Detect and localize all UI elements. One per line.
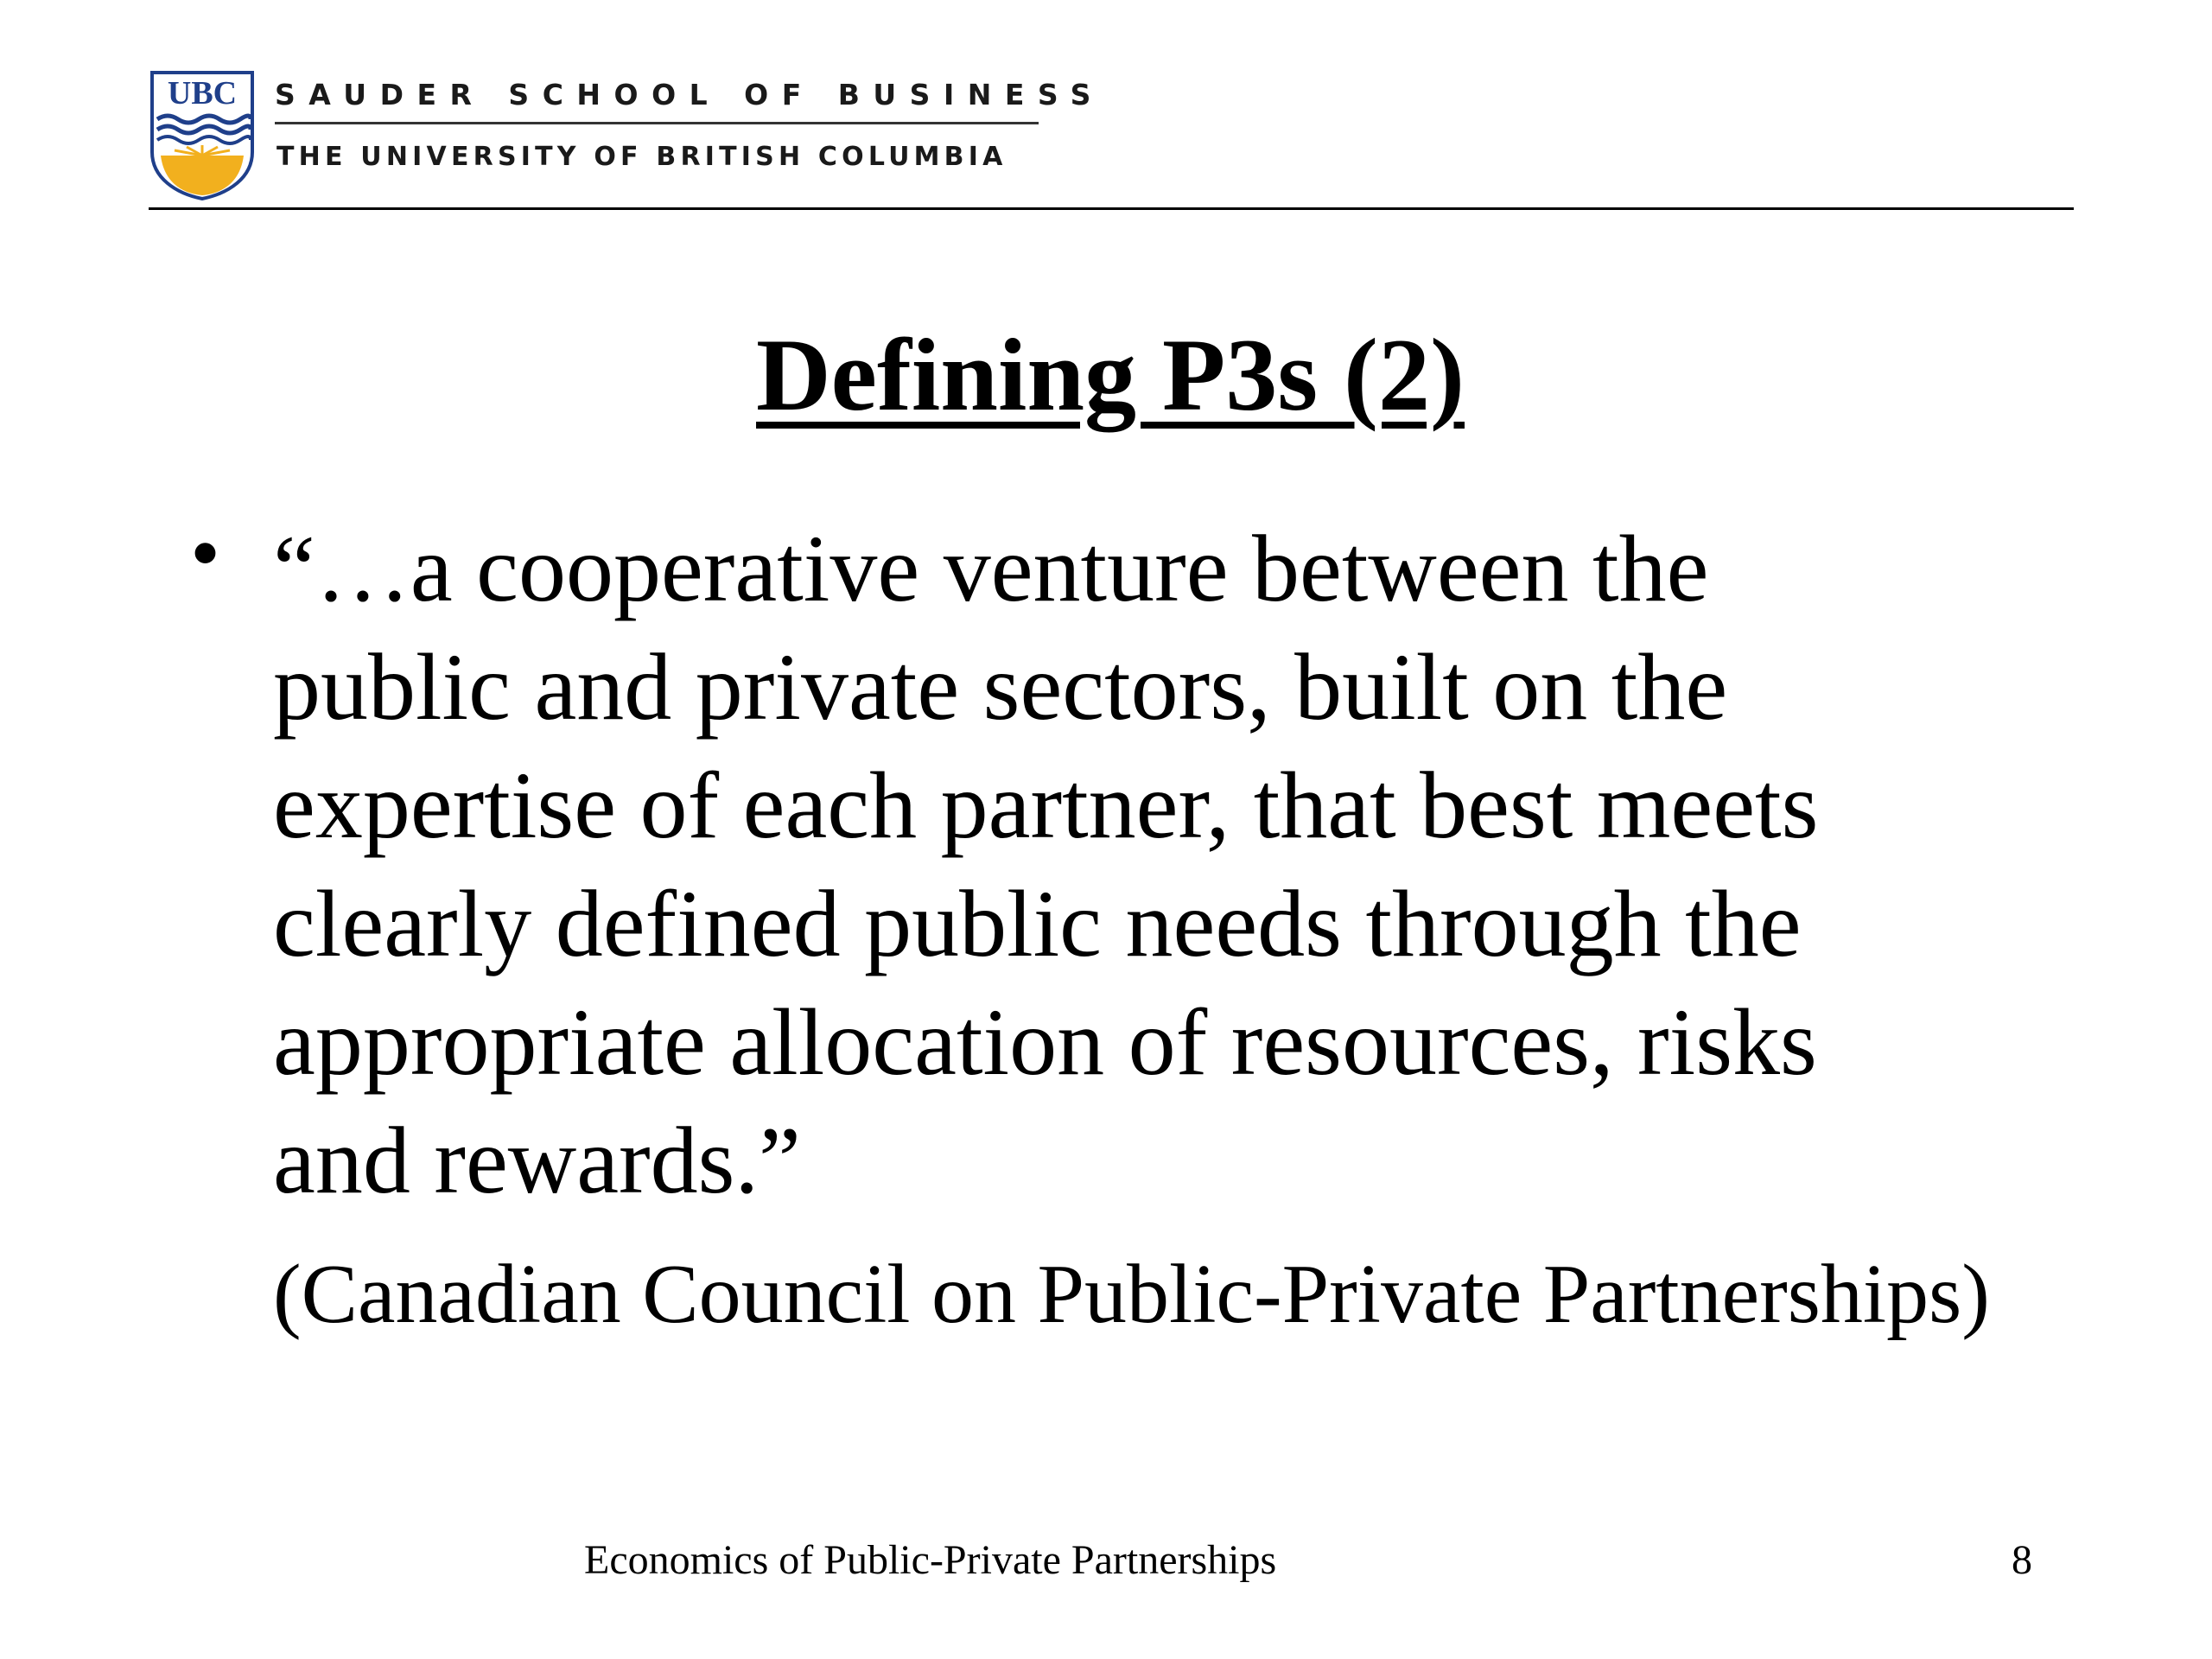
quote-line: and rewards.” — [273, 1108, 801, 1213]
logo-divider — [275, 122, 1039, 124]
footer-title: Economics of Public-Private Partnerships — [584, 1537, 1277, 1583]
logo-text: UBC — [167, 75, 238, 111]
header-rule — [149, 207, 2074, 210]
quote-line: expertise of each partner, that best meets — [273, 753, 1819, 858]
page-number: 8 — [2012, 1537, 2032, 1583]
quote-line: public and private sectors, built on the — [273, 634, 1728, 740]
quote-line: clearly defined public needs through the — [273, 871, 1802, 976]
attribution: (Canadian Council on Public-Private Partnerships) — [273, 1248, 1990, 1341]
quote-line: “…a cooperative venture between the — [273, 516, 1709, 621]
quote-text — [273, 510, 2174, 1220]
ubc-crest-logo — [149, 69, 256, 200]
bullet-marker: • — [190, 505, 221, 601]
slide-title: Defining P3s (2) — [756, 317, 1465, 432]
school-name: SAUDER SCHOOL OF BUSINESS — [275, 78, 1104, 111]
university-name: THE UNIVERSITY OF BRITISH COLUMBIA — [276, 142, 1007, 172]
quote-line: appropriate allocation of resources, risks — [273, 989, 1817, 1095]
